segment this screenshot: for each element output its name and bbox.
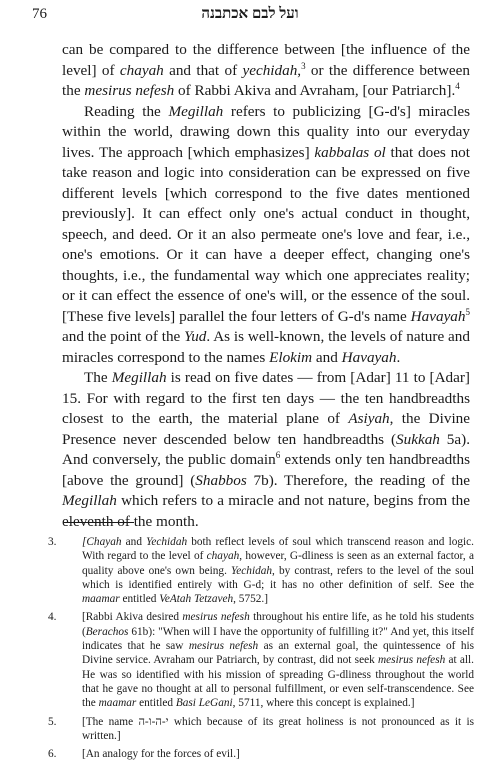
main-text	[62, 40, 470, 532]
footnote-5	[48, 715, 474, 744]
footnotes	[48, 535, 474, 765]
paragraph-3: The Megillah is read on five dates — from [Adar] 11 to [Adar] 15. For with regard to the first ten days — the ten handbreadths closest to the earth, the material plane of Asiyah, the Divine Presence never descended below ten handbreadths (Sukkah 5a). And conversely, the public domain$^6$ extends only ten handbreadths [above the ground] (Shabbos 7b). Therefore, the reading of the Megillah which refers to a miracle and not nature, begins from the eleventh of the month.	[62, 369, 470, 530]
footnote-number: 6.	[48, 748, 57, 761]
footnote-text: [Rabbi Akiva desired mesirus nefesh throughout his entire life, as he told his students (Berachos 61b): "When will I have the opportunity of fulfilling it?" And yet, this itself indicates that he saw mesirus nefesh as an external goal, the quintessence of his Divine service. Avraham our Patriarch, by contrast, did not seek mesirus nefesh at all. He was so identified with his mission of spreading G-dliness throughout the world that he gave no thought at all to personal fulfillment, or even self-transcendence. See the maamar entitled Basi LeGani, 5711, where this concept is explained.]	[82, 611, 475, 710]
footnote-3	[48, 535, 474, 606]
footnote-text: [An analogy for the forces of evil.]	[82, 748, 240, 761]
footnote-text: [Chayah and Yechidah both reflect levels of soul which transcend reason and logic. With regard to the level of chayah, however, G-dliness is seen as an external factor, a quality above one's own being. Yechidah, by contrast, refers to the level of the soul which is identified entirely with G-d; it has no other definition of self. See the maamar entitled VeAtah Tetzaveh, 5752.]	[82, 536, 475, 606]
footnote-divider	[64, 522, 134, 523]
paragraph-2: Reading the Megillah refers to publicizing [G-d's] miracles within the world, drawing down this quality into our everyday lives. The approach [which emphasizes] kabbalas ol that does not take reason and logic into consideration can be expressed on five different levels [which correspond to the five dates mentioned previously]. It can effect only one's actual conduct in thought, speech, and deed. Or it an also permeate one's love and fear, i.e., one's emotions. Or it can have a deeper effect, changing one's thoughts, i.e., the fundamental way which one appreciates reality; or it can effect the essence of one's will, or the essence of the soul. [These five levels] parallel the four letters of G-d's name Havayah$^5$ and the point of the Yud. As is well-known, the levels of nature and miracles correspond to the names Elokim and Havayah.	[62, 102, 470, 366]
footnote-number: 5.	[48, 715, 57, 728]
running-title: ועל לבם אכתבנה	[201, 6, 299, 22]
footnote-number: 4.	[48, 611, 57, 624]
footnote-4	[48, 610, 474, 710]
footnote-text: [The name י-ה-ו-ה which because of its great holiness is not pronounced as it is written.]	[82, 715, 474, 742]
page-number: 76	[32, 6, 47, 22]
footnote-number: 3.	[48, 536, 57, 548]
footnote-6	[48, 747, 474, 761]
paragraph-1: can be compared to the difference between [the influence of the level] of chayah and that of yechidah,$^3$ or the difference between the mesirus nefesh of Rabbi Akiva and Avraham, [our Patriarch].$^4$	[62, 41, 471, 99]
